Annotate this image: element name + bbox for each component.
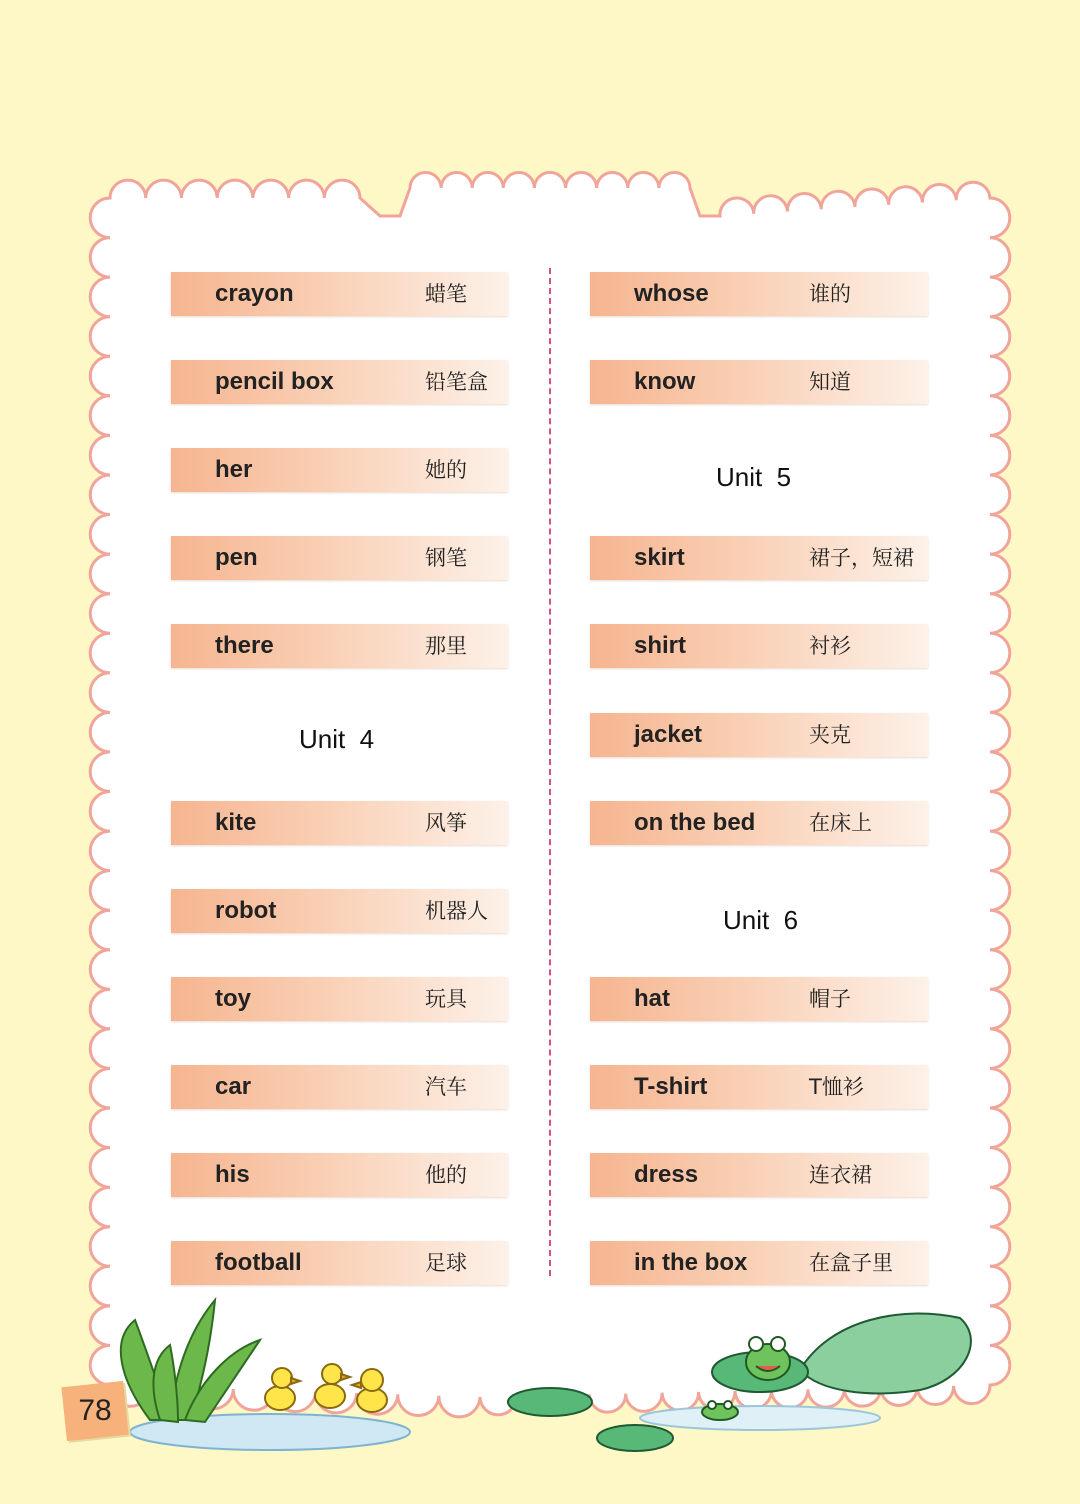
vocab-english: pencil box — [215, 368, 334, 395]
vocab-chinese: 足球 — [425, 1251, 467, 1275]
vocab-chinese: 帽子 — [809, 987, 851, 1011]
unit-4-heading: Unit 4 — [299, 724, 375, 754]
vocab-english: skirt — [634, 544, 685, 571]
vocab-english: his — [215, 1161, 250, 1188]
vocab-english: dress — [634, 1161, 699, 1188]
vocab-english: her — [215, 456, 253, 483]
vocab-english: T-shirt — [634, 1073, 708, 1100]
vocab-chinese: 衬衫 — [809, 634, 851, 658]
vocab-english: in the box — [634, 1249, 748, 1276]
vocab-chinese: 她的 — [425, 458, 467, 482]
grass-icon — [121, 1300, 260, 1422]
vocab-chinese: 他的 — [425, 1163, 467, 1187]
vocab-chinese: 汽车 — [425, 1075, 467, 1099]
vocab-english: on the bed — [634, 809, 756, 836]
vocab-chinese: 那里 — [425, 634, 467, 658]
vocab-english: shirt — [634, 632, 687, 659]
page-number-tab — [61, 1381, 128, 1441]
unit-5-heading: Unit 5 — [716, 462, 792, 492]
vocab-chinese: T恤衫 — [809, 1075, 864, 1099]
vocab-english: know — [634, 368, 696, 395]
vocab-chinese: 夹克 — [809, 723, 851, 747]
vocab-chinese: 裙子，短裙 — [809, 546, 914, 570]
vocab-chinese: 在盒子里 — [809, 1251, 893, 1275]
unit-6-heading: Unit 6 — [723, 905, 799, 935]
pond-icon — [130, 1406, 880, 1450]
vocab-chinese: 在床上 — [809, 811, 872, 835]
vocab-chinese: 连衣裙 — [809, 1163, 872, 1187]
vocab-chinese: 铅笔盒 — [425, 370, 488, 394]
vocab-english: whose — [634, 280, 709, 307]
vocab-chinese: 机器人 — [425, 899, 488, 923]
vocab-english: pen — [215, 544, 258, 571]
vocab-english: crayon — [215, 280, 294, 307]
vocab-chinese: 蜡笔 — [425, 282, 467, 306]
vocab-english: car — [215, 1073, 252, 1100]
vocab-english: football — [215, 1249, 302, 1276]
page-number: 78 — [78, 1394, 112, 1427]
vocab-chinese: 钢笔 — [425, 546, 467, 570]
vocab-chinese: 玩具 — [425, 987, 467, 1011]
vocab-english: there — [215, 632, 274, 659]
vocab-english: jacket — [634, 721, 703, 748]
vocab-chinese: 谁的 — [809, 282, 851, 306]
vocab-english: kite — [215, 809, 257, 836]
vocab-chinese: 知道 — [809, 370, 851, 394]
vocab-english: toy — [215, 985, 251, 1012]
vocab-english: hat — [634, 985, 670, 1012]
vocab-chinese: 风筝 — [425, 811, 467, 835]
duckling-icon — [265, 1364, 387, 1412]
vocab-english: robot — [215, 897, 277, 924]
